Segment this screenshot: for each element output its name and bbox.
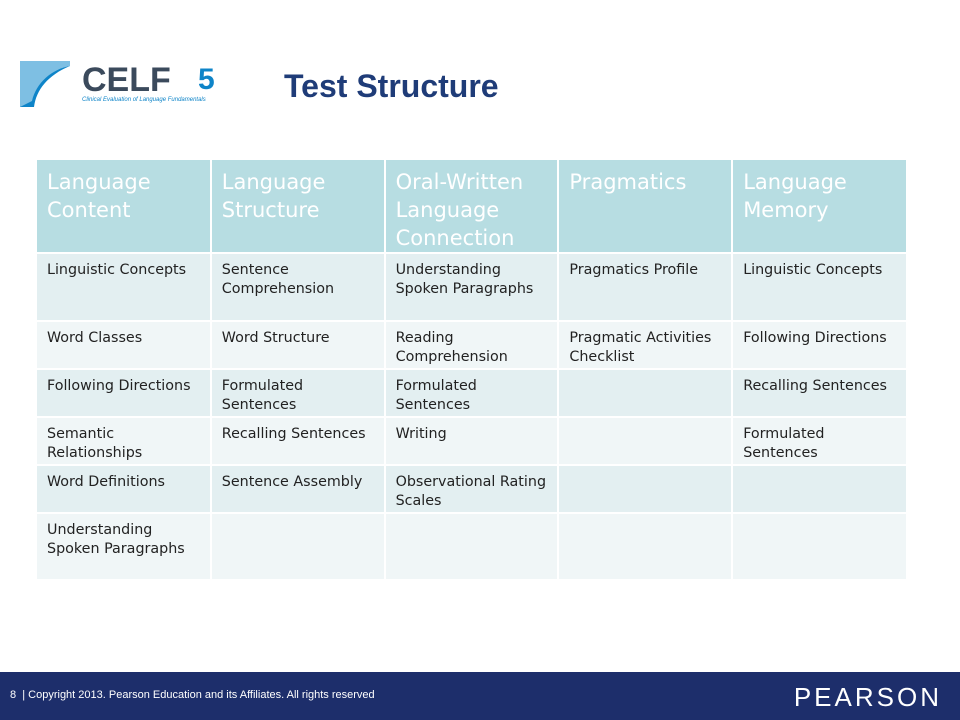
table-row xyxy=(37,417,906,465)
table-cell: Formulated Sentences xyxy=(211,369,385,417)
table-cell: Understanding Spoken Paragraphs xyxy=(37,513,211,579)
logo-swoosh-icon xyxy=(20,61,70,107)
page-number: 8 xyxy=(10,689,17,701)
table-cell: Formulated Sentences xyxy=(385,369,559,417)
table-cell: Formulated Sentences xyxy=(732,417,906,465)
table-cell: Semantic Relationships xyxy=(37,417,211,465)
logo-mark-number: 5 xyxy=(198,63,215,96)
table-cell xyxy=(558,465,732,513)
table-cell: Reading Comprehension xyxy=(385,321,559,369)
table-cell: Linguistic Concepts xyxy=(37,253,211,321)
test-structure-table xyxy=(37,160,906,579)
table-cell xyxy=(385,513,559,579)
logo-mark: CELF xyxy=(82,61,171,99)
table-cell: Recalling Sentences xyxy=(732,369,906,417)
table-cell: Word Classes xyxy=(37,321,211,369)
table-cell: Pragmatic Activities Checklist xyxy=(558,321,732,369)
table-cell: Pragmatics Profile xyxy=(558,253,732,321)
table-cell xyxy=(732,465,906,513)
table-cell: Understanding Spoken Paragraphs xyxy=(385,253,559,321)
table-header-row xyxy=(37,160,906,253)
celf5-logo xyxy=(18,57,228,109)
copyright-text: Copyright 2013. Pearson Education and its Affiliates. All rights reserved xyxy=(28,689,375,701)
table-cell xyxy=(211,513,385,579)
column-header: Oral-Written Language Connection xyxy=(385,160,559,253)
table-cell xyxy=(732,513,906,579)
column-header: Language Structure xyxy=(211,160,385,253)
table-cell: Writing xyxy=(385,417,559,465)
table-cell xyxy=(558,369,732,417)
table-cell: Word Definitions xyxy=(37,465,211,513)
table-row xyxy=(37,513,906,579)
table-cell: Sentence Assembly xyxy=(211,465,385,513)
table-cell: Word Structure xyxy=(211,321,385,369)
table-cell: Linguistic Concepts xyxy=(732,253,906,321)
footer-text: 8 | Copyright 2013. Pearson Education and its Affiliates. All rights reserved xyxy=(10,689,375,701)
column-header: Language Content xyxy=(37,160,211,253)
column-header: Pragmatics xyxy=(558,160,732,253)
logo-tagline: Clinical Evaluation of Language Fundamentals xyxy=(82,97,206,103)
column-header: Language Memory xyxy=(732,160,906,253)
slide-title: Test Structure xyxy=(284,68,499,104)
table-cell: Sentence Comprehension xyxy=(211,253,385,321)
table-row xyxy=(37,369,906,417)
table-cell: Following Directions xyxy=(732,321,906,369)
footer-bar xyxy=(0,672,960,720)
table-cell: Recalling Sentences xyxy=(211,417,385,465)
table-cell: Following Directions xyxy=(37,369,211,417)
table-cell xyxy=(558,513,732,579)
table-row xyxy=(37,465,906,513)
table-row xyxy=(37,253,906,321)
table-cell xyxy=(558,417,732,465)
pearson-logo: PEARSON xyxy=(793,682,942,712)
table-row xyxy=(37,321,906,369)
table-cell: Observational Rating Scales xyxy=(385,465,559,513)
